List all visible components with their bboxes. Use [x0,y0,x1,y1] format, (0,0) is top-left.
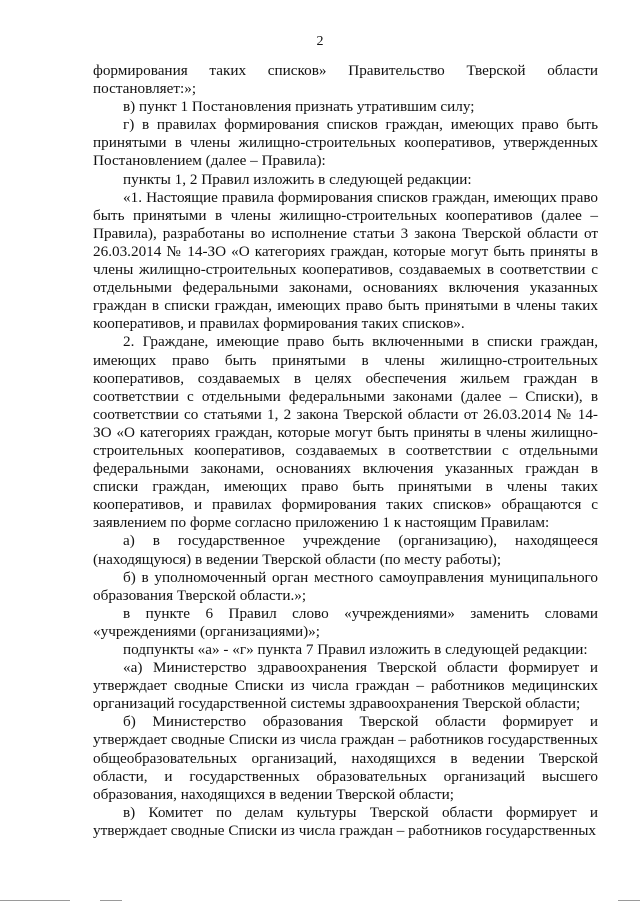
paragraph: подпункты «а» - «г» пункта 7 Правил изложить в следующей редакции: [123,641,588,658]
paragraph: формирования таких списков» Правительство Тверской области постановляет:»; [93,62,598,98]
paragraph: 2. Граждане, имеющие право быть включенными в списки граждан, имеющих право быть принятыми в члены жилищно-строительных кооперативов, создаваемых в целях обеспечения жильем граждан в соответствии с отдельными федеральными законами (далее – Списки), в соответствии со статьями 1, 2 закона Тверской области от 26.03.2014 № 14-ЗО «О категориях граждан, которые могут быть приняты в члены жилищно-строительных кооперативов, создаваемых в соответствии с отдельными федеральными законами, основаниях включения указанных граждан в списки граждан, имеющих право быть принятыми в члены таких кооперативов, и правилах формирования таких списков» обращаются с заявлением по форме согласно приложению 1 к настоящим Правилам: [93,333,598,532]
paragraph: в) Комитет по делам культуры Тверской области формирует и утверждает сводные Списки из числа граждан – работников государственных [93,803,598,839]
paragraph: а) в государственное учреждение (организацию), находящееся (находящуюся) в ведении Тверской области (по месту работы); [93,532,598,568]
paragraph: в пункте 6 Правил слово «учреждениями» заменить словами «учреждениями (организациями)»; [93,604,598,640]
page-number: 2 [316,34,324,49]
scan-edge-mark [618,900,640,901]
paragraph: б) в уполномоченный орган местного самоуправления муниципального образования Тверской области.»; [93,568,598,604]
document-body [93,62,598,840]
paragraph: в) пункт 1 Постановления признать утратившим силу; [123,98,475,116]
paragraph: б) Министерство образования Тверской области формирует и утверждает сводные Списки из числа граждан – работников государственных общеобразовательных организаций, находящихся в ведении Тверской области, и государственных образовательных организаций высшего образования, находящихся в ведении Тверской области; [93,713,598,803]
paragraph: «1. Настоящие правила формирования списков граждан, имеющих право быть принятыми в члены жилищно-строительных кооперативов (далее – Правила), разработаны во исполнение статьи 3 закона Тверской области от 26.03.2014 № 14-ЗО «О категориях граждан, которые могут быть приняты в члены жилищно-строительных кооперативов, создаваемых в соответствии с отдельными федеральными законами, основаниях включения указанных граждан в списки граждан, имеющих право быть принятыми в члены таких кооперативов, и правилах формирования таких списков». [93,188,598,333]
paragraph: пункты 1, 2 Правил изложить в следующей редакции: [123,170,472,188]
paragraph: г) в правилах формирования списков граждан, имеющих право быть принятыми в члены жилищно-строительных кооперативов, утвержденных Постановлением (далее – Правила): [93,116,598,170]
scan-edge-mark [100,900,122,901]
scan-edge-mark [0,900,70,901]
paragraph: «а) Министерство здравоохранения Тверской области формирует и утверждает сводные Списки из числа граждан – работников медицинских организаций государственной системы здравоохранения Тверской области; [93,659,598,713]
